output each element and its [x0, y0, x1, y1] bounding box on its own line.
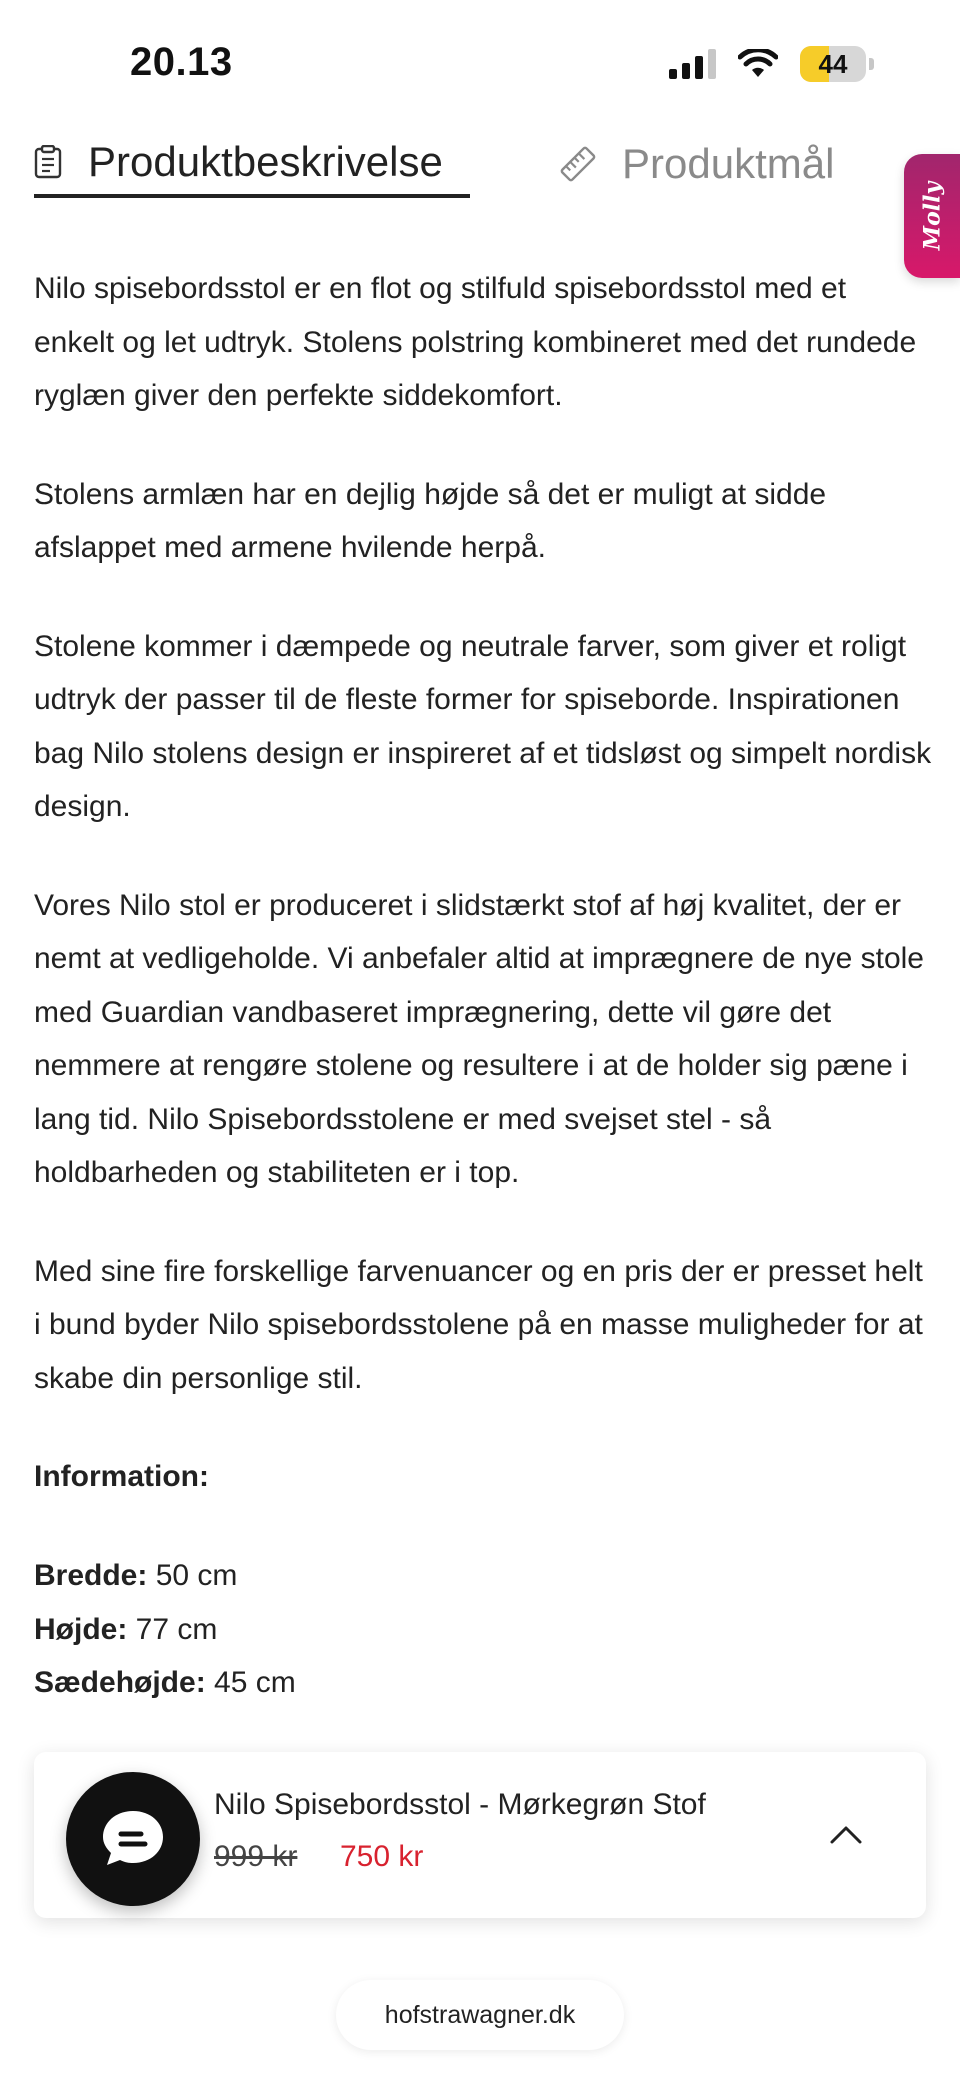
status-icons: [669, 46, 874, 82]
signal-icon: [669, 49, 716, 79]
spec-row-width: [34, 1549, 296, 1603]
chat-button[interactable]: [66, 1772, 200, 1906]
spec-value: 77 cm: [127, 1612, 218, 1646]
spec-value: 45 cm: [205, 1666, 296, 1699]
status-time: 20.13: [130, 40, 233, 84]
spec-label: Højde:: [34, 1612, 128, 1646]
chat-bubble-icon: [93, 1799, 173, 1879]
description-paragraph: Stolens armlæn har en dejlig højde så det er muligt at sidde afslappet med armene hvilende herpå.: [34, 477, 827, 564]
description-paragraph: Med sine fire forskellige farvenuancer og en pris der er presset helt i bund byder Nilo spisebordsstolene på en masse muligheder for at skabe din personlige stil.: [34, 1254, 923, 1395]
chevron-up-icon[interactable]: [826, 1814, 866, 1854]
spec-label: Bredde:: [34, 1559, 148, 1592]
molly-badge-label: Molly: [919, 181, 945, 251]
status-bar: [0, 0, 960, 130]
spec-row-seat-height: [34, 1656, 296, 1710]
tab-product-measurements-label: Produktmål: [622, 140, 835, 187]
description-paragraph: Stolene kommer i dæmpede og neutrale farver, som giver et roligt udtryk der passer til de fleste former for spiseborde. Inspirationen bag Nilo stolens design er inspireret af et tidsløst og simpelt nordisk design.: [34, 629, 932, 823]
spec-label: Sædehøjde:: [34, 1666, 206, 1699]
battery-percent: 44: [818, 49, 848, 79]
description-paragraph: Vores Nilo stol er produceret i slidstærkt stof af høj kvalitet, der er nemt at vedligeholde. Vi anbefaler altid at imprægnere de nye stole med Guardian vandbaseret imprægnering, dette vil gøre det nemmere at rengøre stolene og resultere i at de holder sig pæne i lang tid. Nilo Spisebordsstolene er med svejset stel - så holdbarheden og stabiliteten er i top.: [34, 888, 924, 1189]
product-description: [34, 262, 934, 1549]
old-price: 999 kr: [214, 1840, 298, 1873]
browser-url-bar[interactable]: [336, 1980, 624, 2050]
tab-product-description-label: Produktbeskrivelse: [88, 138, 443, 185]
ruler-icon: [560, 146, 596, 182]
spec-row-height: [34, 1603, 296, 1657]
tab-product-measurements[interactable]: [560, 130, 834, 198]
molly-badge[interactable]: [904, 154, 960, 278]
battery-icon: [800, 46, 874, 82]
information-heading: Information:: [34, 1460, 209, 1493]
product-name: Nilo Spisebordsstol - Mørkegrøn Stof: [214, 1788, 706, 1821]
description-paragraph: Nilo spisebordsstol er en flot og stilfuld spisebordsstol med et enkelt og let udtryk. Stolens polstring kombineret med det rundede ryglæn giver den perfekte siddekomfort.: [34, 272, 917, 412]
sale-price: 750 kr: [340, 1840, 424, 1873]
browser-url: hofstrawagner.dk: [384, 2000, 576, 2029]
spec-list: [34, 1549, 296, 1710]
spec-value: 50 cm: [147, 1559, 238, 1592]
tab-product-description[interactable]: [34, 130, 470, 198]
product-tabs: [34, 130, 854, 198]
clipboard-icon: [34, 145, 62, 179]
wifi-icon: [738, 49, 778, 79]
